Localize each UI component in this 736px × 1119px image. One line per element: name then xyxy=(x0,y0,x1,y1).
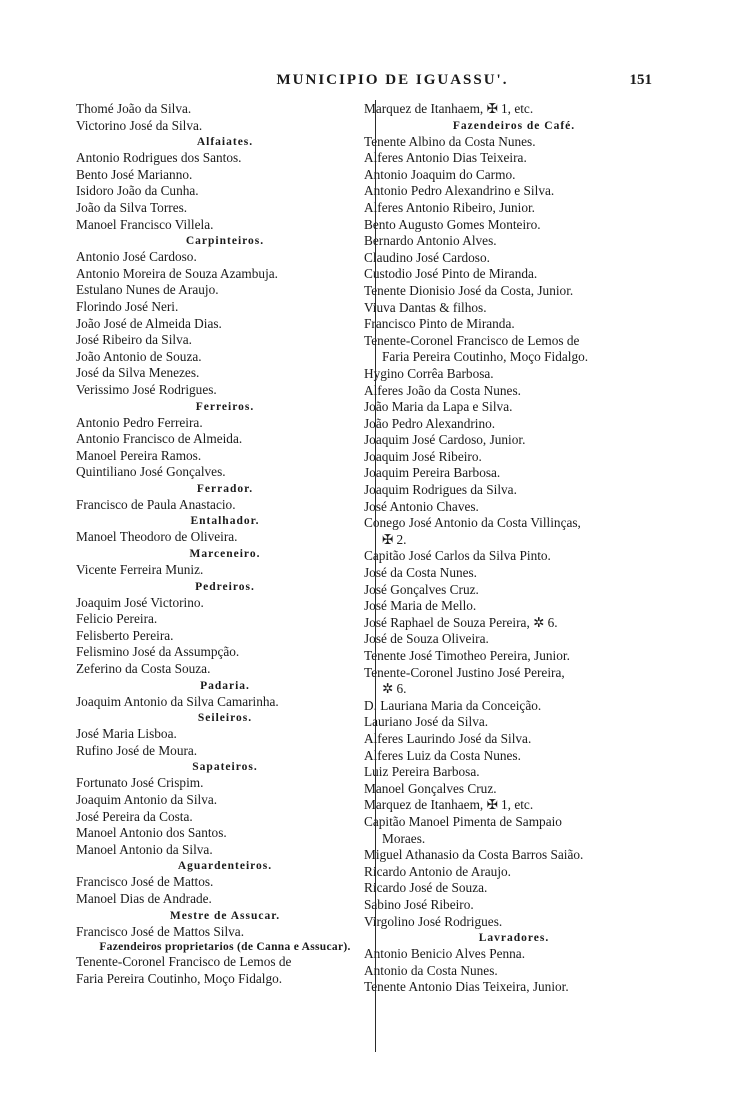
entry-line: Sabino José Ribeiro. xyxy=(364,896,474,912)
entry-line: Tenente-Coronel Justino José Pereira, xyxy=(364,664,565,680)
entry-line: João Antonio de Souza. xyxy=(76,348,202,364)
entry-line: Antonio Rodrigues dos Santos. xyxy=(76,150,242,166)
entry-line: João Maria da Lapa e Silva. xyxy=(364,399,513,415)
entry-line: Capitão Manoel Pimenta de Sampaio xyxy=(364,813,562,829)
entry-line: Marquez de Itanhaem, ✠ 1, etc. xyxy=(364,101,534,116)
section-heading: Ferreiros. xyxy=(195,400,255,413)
entry-line: Manoel Antonio da Silva. xyxy=(76,841,213,857)
entry-line: Zeferino da Costa Souza. xyxy=(76,661,211,677)
entry-line: José Maria de Mello. xyxy=(364,598,477,614)
entry-line: Manoel Antonio dos Santos. xyxy=(76,825,227,841)
entry-line: Antonio Francisco de Almeida. xyxy=(76,431,243,447)
entry-line: José Pereira da Costa. xyxy=(76,808,193,824)
entry-line: Isidoro João da Cunha. xyxy=(76,183,199,199)
page-title: MUNICIPIO DE IGUASSU'. xyxy=(276,72,509,88)
entry-line: Antonio da Costa Nunes. xyxy=(364,962,498,978)
entry-line: Fortunato José Crispim. xyxy=(76,775,204,791)
entry-line: Lauriano José da Silva. xyxy=(364,714,489,730)
section-heading: Mestre de Assucar. xyxy=(169,909,281,922)
section-heading: Entalhador. xyxy=(190,515,260,528)
entry-line: Felisberto Pereira. xyxy=(76,627,174,643)
entry-line: Felicio Pereira. xyxy=(76,611,158,627)
entry-line: Ricardo José de Souza. xyxy=(364,880,488,896)
entry-line: Thomé João da Silva. xyxy=(76,101,192,116)
entry-continuation: Moraes. xyxy=(382,830,426,846)
entry-line: Francisco José de Mattos Silva. xyxy=(76,923,245,939)
entry-line: Verissimo José Rodrigues. xyxy=(76,381,217,397)
entry-line: Miguel Athanasio da Costa Barros Saião. xyxy=(364,847,584,863)
entry-line: Conego José Antonio da Costa Villinças, xyxy=(364,515,581,531)
entry-line: Bernardo Antonio Alves. xyxy=(364,233,497,249)
entry-line: Tenente-Coronel Francisco de Lemos de xyxy=(364,332,580,348)
entry-line: Tenente Albino da Costa Nunes. xyxy=(364,133,536,149)
entry-line: José de Souza Oliveira. xyxy=(364,631,489,647)
section-heading: Carpinteiros. xyxy=(185,235,265,248)
entry-line: Custodio José Pinto de Miranda. xyxy=(364,266,538,282)
entry-line: Victorino José da Silva. xyxy=(76,117,203,133)
section-heading: Pedreiros. xyxy=(195,580,255,593)
entry-line: Manoel Dias de Andrade. xyxy=(76,890,212,906)
entry-line: Virgolino José Rodrigues. xyxy=(364,913,503,929)
entry-line: Marquez de Itanhaem, ✠ 1, etc. xyxy=(364,797,534,813)
right-column xyxy=(364,101,664,996)
entry-line: Joaquim Antonio da Silva. xyxy=(76,792,218,807)
entry-line: Joaquim Antonio da Silva Camarinha. xyxy=(76,693,279,709)
entry-continuation: Faria Pereira Coutinho, Moço Fidalgo. xyxy=(382,349,589,365)
entry-line: Tenente Dionisio José da Costa, Junior. xyxy=(364,282,574,298)
entry-line: Francisco Pinto de Miranda. xyxy=(364,316,515,332)
entry-line: Vicente Ferreira Muniz. xyxy=(76,562,204,578)
entry-line: Florindo José Neri. xyxy=(76,298,179,314)
entry-line: Antonio José Cardoso. xyxy=(76,249,197,265)
entry-line: Tenente-Coronel Francisco de Lemos de xyxy=(76,954,292,970)
entry-line: Joaquim José Victorino. xyxy=(76,594,204,610)
entry-line: José Antonio Chaves. xyxy=(364,498,479,514)
entry-line: Joaquim José Ribeiro. xyxy=(364,448,482,464)
entry-line: Faria Pereira Coutinho, Moço Fidalgo. xyxy=(76,970,283,986)
entry-line: João Pedro Alexandrino. xyxy=(364,415,496,431)
page-header xyxy=(0,72,736,92)
entry-line: Francisco José de Mattos. xyxy=(76,874,214,890)
entry-line: Claudino José Cardoso. xyxy=(364,249,490,265)
entry-line: Antonio Benicio Alves Penna. xyxy=(364,946,526,962)
entry-line: João da Silva Torres. xyxy=(76,199,188,215)
section-heading: Marceneiro. xyxy=(189,548,261,561)
section-heading: Lavradores. xyxy=(478,932,550,945)
section-heading: Fazendeiros de Café. xyxy=(452,119,576,132)
entry-line: Antonio Pedro Alexandrino e Silva. xyxy=(364,183,555,199)
entry-continuation: ✠ 2. xyxy=(382,531,407,547)
entry-line: Manoel Pereira Ramos. xyxy=(76,447,202,463)
section-heading: Seileiros. xyxy=(197,712,253,725)
entry-line: Alferes Laurindo José da Silva. xyxy=(364,730,532,746)
entry-line: Alferes Luiz da Costa Nunes. xyxy=(364,747,521,763)
entry-line: Francisco de Paula Anastacio. xyxy=(76,496,236,512)
entry-line: Hygino Corrêa Barbosa. xyxy=(364,365,494,381)
entry-line: José Ribeiro da Silva. xyxy=(76,332,192,348)
entry-line: Antonio Joaquim do Carmo. xyxy=(364,166,516,182)
section-heading: Alfaiates. xyxy=(196,136,254,149)
entry-line: D. Lauriana Maria da Conceição. xyxy=(364,697,542,713)
left-column xyxy=(76,101,374,987)
entry-line: Manoel Gonçalves Cruz. xyxy=(364,780,497,796)
entry-line: Alferes Antonio Ribeiro, Junior. xyxy=(364,199,535,215)
entry-line: João José de Almeida Dias. xyxy=(76,315,222,331)
section-heading: Padaria. xyxy=(200,679,250,692)
section-heading: Aguardenteiros. xyxy=(177,860,273,873)
section-heading: Sapateiros. xyxy=(192,761,258,774)
entry-line: Bento Augusto Gomes Monteiro. xyxy=(364,216,541,232)
entry-line: Tenente Antonio Dias Teixeira, Junior. xyxy=(364,979,569,995)
entry-line: Manoel Theodoro de Oliveira. xyxy=(76,529,238,545)
entry-line: Joaquim Pereira Barbosa. xyxy=(364,465,501,481)
entry-line: José Maria Lisboa. xyxy=(76,726,177,742)
entry-line: Alferes Antonio Dias Teixeira. xyxy=(364,150,527,166)
entry-line: Tenente José Timotheo Pereira, Junior. xyxy=(364,648,570,663)
entry-line: Quintiliano José Gonçalves. xyxy=(76,464,226,480)
entry-line: Antonio Moreira de Souza Azambuja. xyxy=(76,265,278,281)
entry-continuation: ✲ 6. xyxy=(382,681,407,697)
entry-line: Joaquim José Cardoso, Junior. xyxy=(364,432,526,448)
entry-line: Luiz Pereira Barbosa. xyxy=(364,764,480,780)
entry-line: Viuva Dantas & filhos. xyxy=(364,299,487,315)
entry-line: Estulano Nunes de Araujo. xyxy=(76,282,219,298)
section-heading: Fazendeiros proprietarios (de Canna e Assucar). xyxy=(99,941,351,954)
entry-line: Ricardo Antonio de Araujo. xyxy=(364,863,511,879)
entry-line: José Gonçalves Cruz. xyxy=(364,581,479,597)
entry-line: Joaquim Rodrigues da Silva. xyxy=(364,482,517,498)
page-number: 151 xyxy=(629,72,652,88)
entry-line: Rufino José de Moura. xyxy=(76,742,198,758)
entry-line: Manoel Francisco Villela. xyxy=(76,216,214,232)
entry-line: Antonio Pedro Ferreira. xyxy=(76,414,203,430)
entry-line: José Raphael de Souza Pereira, ✲ 6. xyxy=(364,614,558,630)
entry-line: Capitão José Carlos da Silva Pinto. xyxy=(364,548,551,564)
entry-line: Bento José Marianno. xyxy=(76,166,193,182)
section-heading: Ferrador. xyxy=(196,482,254,495)
entry-line: José da Costa Nunes. xyxy=(364,565,478,581)
entry-line: Felismino José da Assumpção. xyxy=(76,644,240,660)
entry-line: Alferes João da Costa Nunes. xyxy=(364,382,521,398)
entry-line: José da Silva Menezes. xyxy=(76,365,200,381)
